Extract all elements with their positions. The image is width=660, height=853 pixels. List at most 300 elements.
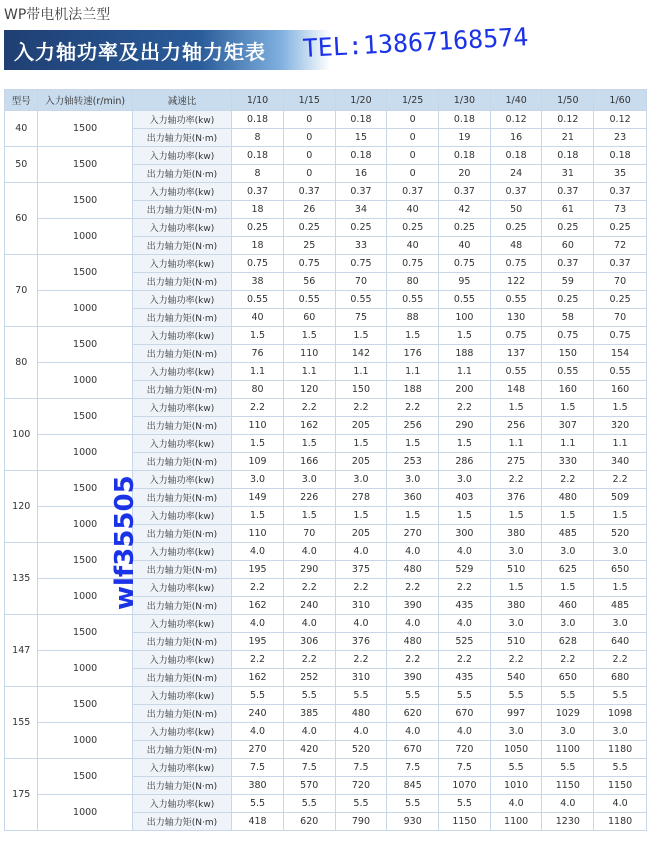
- value-cell: 0.75: [232, 255, 284, 273]
- value-cell: 40: [387, 237, 439, 255]
- value-cell: 0.18: [335, 111, 387, 129]
- table-row: [5, 615, 647, 633]
- value-cell: 1.1: [283, 363, 335, 381]
- value-cell: 19: [439, 129, 491, 147]
- table-banner: [4, 30, 330, 70]
- value-cell: 480: [387, 561, 439, 579]
- value-cell: 0.55: [594, 363, 647, 381]
- value-cell: 110: [283, 345, 335, 363]
- value-cell: 278: [335, 489, 387, 507]
- value-cell: 4.0: [387, 543, 439, 561]
- value-cell: 1.1: [335, 363, 387, 381]
- value-cell: 8: [232, 165, 284, 183]
- value-cell: 5.5: [232, 795, 284, 813]
- table-row: [5, 363, 647, 381]
- value-cell: 0.25: [232, 219, 284, 237]
- value-cell: 0.25: [490, 219, 542, 237]
- value-cell: 286: [439, 453, 491, 471]
- speed-cell: 1000: [38, 435, 132, 471]
- value-cell: 306: [283, 633, 335, 651]
- value-cell: 0.25: [283, 219, 335, 237]
- value-cell: 320: [594, 417, 647, 435]
- row-label: 入力轴功率(kw): [132, 795, 231, 813]
- speed-cell: 1500: [38, 687, 132, 723]
- row-label: 出力轴力矩(N·m): [132, 237, 231, 255]
- value-cell: 8: [232, 129, 284, 147]
- row-label: 出力轴力矩(N·m): [132, 633, 231, 651]
- value-cell: 0.37: [542, 183, 594, 201]
- value-cell: 76: [232, 345, 284, 363]
- value-cell: 2.2: [283, 399, 335, 417]
- value-cell: 2.2: [439, 579, 491, 597]
- value-cell: 26: [283, 201, 335, 219]
- value-cell: 4.0: [490, 795, 542, 813]
- table-row: [5, 219, 647, 237]
- speed-cell: 1000: [38, 507, 132, 543]
- column-header: 1/60: [594, 90, 647, 111]
- value-cell: 5.5: [335, 687, 387, 705]
- value-cell: 0.25: [335, 219, 387, 237]
- value-cell: 1.5: [439, 327, 491, 345]
- table-row: [5, 399, 647, 417]
- value-cell: 435: [439, 597, 491, 615]
- row-label: 入力轴功率(kw): [132, 543, 231, 561]
- value-cell: 160: [594, 381, 647, 399]
- value-cell: 1.5: [387, 327, 439, 345]
- value-cell: 0.75: [283, 255, 335, 273]
- value-cell: 34: [335, 201, 387, 219]
- value-cell: 0.18: [542, 147, 594, 165]
- value-cell: 1230: [542, 813, 594, 831]
- model-cell: 50: [5, 147, 38, 183]
- row-label: 出力轴力矩(N·m): [132, 561, 231, 579]
- value-cell: 1.1: [490, 435, 542, 453]
- value-cell: 21: [542, 129, 594, 147]
- watermark-text: wlf35505: [110, 475, 140, 610]
- value-cell: 0.18: [594, 147, 647, 165]
- row-label: 出力轴力矩(N·m): [132, 381, 231, 399]
- value-cell: 650: [594, 561, 647, 579]
- value-cell: 310: [335, 669, 387, 687]
- value-cell: 195: [232, 633, 284, 651]
- value-cell: 70: [594, 309, 647, 327]
- value-cell: 23: [594, 129, 647, 147]
- value-cell: 0.37: [594, 255, 647, 273]
- row-label: 出力轴力矩(N·m): [132, 273, 231, 291]
- table-body: [5, 111, 647, 831]
- row-label: 入力轴功率(kw): [132, 651, 231, 669]
- value-cell: 0.18: [335, 147, 387, 165]
- value-cell: 997: [490, 705, 542, 723]
- value-cell: 0.37: [387, 183, 439, 201]
- value-cell: 1150: [542, 777, 594, 795]
- value-cell: 1.5: [283, 435, 335, 453]
- value-cell: 0.55: [387, 291, 439, 309]
- value-cell: 2.2: [439, 399, 491, 417]
- value-cell: 420: [283, 741, 335, 759]
- row-label: 入力轴功率(kw): [132, 219, 231, 237]
- value-cell: 625: [542, 561, 594, 579]
- value-cell: 2.2: [594, 651, 647, 669]
- value-cell: 149: [232, 489, 284, 507]
- value-cell: 3.0: [594, 543, 647, 561]
- row-label: 出力轴力矩(N·m): [132, 705, 231, 723]
- value-cell: 520: [594, 525, 647, 543]
- row-label: 入力轴功率(kw): [132, 471, 231, 489]
- value-cell: 5.5: [542, 759, 594, 777]
- value-cell: 70: [283, 525, 335, 543]
- row-label: 出力轴力矩(N·m): [132, 813, 231, 831]
- value-cell: 0.18: [232, 147, 284, 165]
- value-cell: 109: [232, 453, 284, 471]
- value-cell: 256: [490, 417, 542, 435]
- value-cell: 1.5: [232, 327, 284, 345]
- value-cell: 2.2: [439, 651, 491, 669]
- value-cell: 1.1: [542, 435, 594, 453]
- value-cell: 3.0: [335, 471, 387, 489]
- table-row: [5, 507, 647, 525]
- value-cell: 1180: [594, 813, 647, 831]
- value-cell: 0: [387, 165, 439, 183]
- value-cell: 88: [387, 309, 439, 327]
- value-cell: 403: [439, 489, 491, 507]
- value-cell: 60: [542, 237, 594, 255]
- value-cell: 16: [335, 165, 387, 183]
- value-cell: 360: [387, 489, 439, 507]
- value-cell: 162: [232, 597, 284, 615]
- value-cell: 4.0: [387, 723, 439, 741]
- column-header: 1/20: [335, 90, 387, 111]
- value-cell: 0.37: [283, 183, 335, 201]
- value-cell: 5.5: [283, 687, 335, 705]
- model-cell: 175: [5, 759, 38, 831]
- value-cell: 380: [490, 525, 542, 543]
- value-cell: 0.12: [542, 111, 594, 129]
- value-cell: 5.5: [335, 795, 387, 813]
- value-cell: 2.2: [387, 651, 439, 669]
- value-cell: 4.0: [439, 723, 491, 741]
- value-cell: 4.0: [232, 543, 284, 561]
- value-cell: 205: [335, 525, 387, 543]
- value-cell: 25: [283, 237, 335, 255]
- value-cell: 2.2: [490, 651, 542, 669]
- value-cell: 1029: [542, 705, 594, 723]
- value-cell: 0.25: [439, 219, 491, 237]
- speed-cell: 1000: [38, 651, 132, 687]
- value-cell: 3.0: [594, 615, 647, 633]
- value-cell: 7.5: [232, 759, 284, 777]
- value-cell: 15: [335, 129, 387, 147]
- row-label: 出力轴力矩(N·m): [132, 525, 231, 543]
- value-cell: 1.5: [594, 579, 647, 597]
- value-cell: 2.2: [542, 651, 594, 669]
- value-cell: 5.5: [232, 687, 284, 705]
- value-cell: 1.1: [387, 363, 439, 381]
- row-label: 出力轴力矩(N·m): [132, 309, 231, 327]
- value-cell: 1.5: [232, 507, 284, 525]
- speed-cell: 1500: [38, 111, 132, 147]
- value-cell: 485: [542, 525, 594, 543]
- value-cell: 0.75: [490, 327, 542, 345]
- value-cell: 80: [387, 273, 439, 291]
- value-cell: 1070: [439, 777, 491, 795]
- value-cell: 110: [232, 417, 284, 435]
- value-cell: 0.25: [594, 219, 647, 237]
- value-cell: 0.37: [335, 183, 387, 201]
- value-cell: 0.12: [594, 111, 647, 129]
- value-cell: 0.75: [490, 255, 542, 273]
- value-cell: 7.5: [387, 759, 439, 777]
- value-cell: 1.5: [490, 579, 542, 597]
- value-cell: 720: [439, 741, 491, 759]
- value-cell: 130: [490, 309, 542, 327]
- model-cell: 60: [5, 183, 38, 255]
- table-row: [5, 291, 647, 309]
- banner-title: 入力轴功率及出力轴力矩表: [14, 40, 266, 64]
- value-cell: 300: [439, 525, 491, 543]
- value-cell: 38: [232, 273, 284, 291]
- value-cell: 0: [283, 129, 335, 147]
- row-label: 出力轴力矩(N·m): [132, 201, 231, 219]
- value-cell: 4.0: [283, 615, 335, 633]
- value-cell: 520: [335, 741, 387, 759]
- value-cell: 20: [439, 165, 491, 183]
- value-cell: 3.0: [542, 615, 594, 633]
- value-cell: 42: [439, 201, 491, 219]
- value-cell: 24: [490, 165, 542, 183]
- row-label: 入力轴功率(kw): [132, 291, 231, 309]
- model-cell: 147: [5, 615, 38, 687]
- value-cell: 256: [387, 417, 439, 435]
- speed-cell: 1000: [38, 219, 132, 255]
- value-cell: 1.5: [387, 507, 439, 525]
- value-cell: 2.2: [387, 579, 439, 597]
- column-header: 1/40: [490, 90, 542, 111]
- value-cell: 1010: [490, 777, 542, 795]
- table-row: [5, 759, 647, 777]
- value-cell: 122: [490, 273, 542, 291]
- model-cell: 70: [5, 255, 38, 327]
- value-cell: 0: [283, 165, 335, 183]
- header-row: [5, 90, 647, 111]
- row-label: 入力轴功率(kw): [132, 579, 231, 597]
- value-cell: 0.37: [594, 183, 647, 201]
- value-cell: 2.2: [232, 651, 284, 669]
- value-cell: 4.0: [335, 543, 387, 561]
- speed-cell: 1000: [38, 363, 132, 399]
- value-cell: 166: [283, 453, 335, 471]
- value-cell: 1.5: [490, 507, 542, 525]
- phone-overlay: TEL:13867168574: [302, 22, 529, 63]
- speed-cell: 1000: [38, 723, 132, 759]
- value-cell: 640: [594, 633, 647, 651]
- value-cell: 137: [490, 345, 542, 363]
- value-cell: 72: [594, 237, 647, 255]
- row-label: 入力轴功率(kw): [132, 723, 231, 741]
- value-cell: 380: [490, 597, 542, 615]
- value-cell: 0.18: [232, 111, 284, 129]
- value-cell: 95: [439, 273, 491, 291]
- row-label: 入力轴功率(kw): [132, 615, 231, 633]
- value-cell: 61: [542, 201, 594, 219]
- value-cell: 176: [387, 345, 439, 363]
- value-cell: 380: [232, 777, 284, 795]
- value-cell: 790: [335, 813, 387, 831]
- value-cell: 73: [594, 201, 647, 219]
- value-cell: 1.1: [594, 435, 647, 453]
- row-label: 入力轴功率(kw): [132, 507, 231, 525]
- value-cell: 0.25: [594, 291, 647, 309]
- value-cell: 1.5: [283, 327, 335, 345]
- value-cell: 620: [387, 705, 439, 723]
- value-cell: 2.2: [232, 399, 284, 417]
- value-cell: 5.5: [594, 687, 647, 705]
- row-label: 出力轴力矩(N·m): [132, 741, 231, 759]
- value-cell: 628: [542, 633, 594, 651]
- value-cell: 275: [490, 453, 542, 471]
- value-cell: 510: [490, 561, 542, 579]
- value-cell: 4.0: [335, 723, 387, 741]
- value-cell: 120: [283, 381, 335, 399]
- model-cell: 100: [5, 399, 38, 471]
- value-cell: 650: [542, 669, 594, 687]
- table-row: [5, 435, 647, 453]
- value-cell: 2.2: [283, 579, 335, 597]
- value-cell: 100: [439, 309, 491, 327]
- value-cell: 3.0: [283, 471, 335, 489]
- speed-cell: 1500: [38, 147, 132, 183]
- value-cell: 58: [542, 309, 594, 327]
- value-cell: 0.37: [232, 183, 284, 201]
- value-cell: 205: [335, 453, 387, 471]
- row-label: 出力轴力矩(N·m): [132, 417, 231, 435]
- row-label: 出力轴力矩(N·m): [132, 669, 231, 687]
- value-cell: 0.25: [542, 291, 594, 309]
- value-cell: 3.0: [387, 471, 439, 489]
- value-cell: 0.75: [594, 327, 647, 345]
- value-cell: 2.2: [335, 651, 387, 669]
- value-cell: 0.75: [387, 255, 439, 273]
- value-cell: 509: [594, 489, 647, 507]
- value-cell: 5.5: [439, 687, 491, 705]
- value-cell: 1.5: [542, 579, 594, 597]
- value-cell: 1.5: [232, 435, 284, 453]
- value-cell: 5.5: [387, 687, 439, 705]
- table-row: [5, 147, 647, 165]
- value-cell: 7.5: [439, 759, 491, 777]
- value-cell: 4.0: [439, 543, 491, 561]
- value-cell: 154: [594, 345, 647, 363]
- value-cell: 40: [439, 237, 491, 255]
- speed-cell: 1500: [38, 615, 132, 651]
- value-cell: 5.5: [439, 795, 491, 813]
- value-cell: 480: [542, 489, 594, 507]
- value-cell: 0.18: [439, 111, 491, 129]
- value-cell: 930: [387, 813, 439, 831]
- page-title: WP带电机法兰型: [4, 7, 111, 23]
- value-cell: 1100: [490, 813, 542, 831]
- value-cell: 160: [542, 381, 594, 399]
- value-cell: 2.2: [335, 579, 387, 597]
- value-cell: 385: [283, 705, 335, 723]
- table-row: [5, 543, 647, 561]
- row-label: 出力轴力矩(N·m): [132, 777, 231, 795]
- value-cell: 1.5: [542, 507, 594, 525]
- value-cell: 195: [232, 561, 284, 579]
- value-cell: 18: [232, 237, 284, 255]
- value-cell: 0: [387, 147, 439, 165]
- speed-cell: 1000: [38, 291, 132, 327]
- row-label: 出力轴力矩(N·m): [132, 129, 231, 147]
- value-cell: 1.1: [232, 363, 284, 381]
- value-cell: 188: [387, 381, 439, 399]
- value-cell: 4.0: [283, 723, 335, 741]
- value-cell: 1.5: [490, 399, 542, 417]
- value-cell: 5.5: [387, 795, 439, 813]
- value-cell: 33: [335, 237, 387, 255]
- value-cell: 418: [232, 813, 284, 831]
- value-cell: 16: [490, 129, 542, 147]
- value-cell: 162: [283, 417, 335, 435]
- row-label: 入力轴功率(kw): [132, 435, 231, 453]
- value-cell: 142: [335, 345, 387, 363]
- value-cell: 310: [335, 597, 387, 615]
- value-cell: 0.55: [490, 363, 542, 381]
- value-cell: 205: [335, 417, 387, 435]
- value-cell: 1.5: [335, 507, 387, 525]
- value-cell: 80: [232, 381, 284, 399]
- value-cell: 4.0: [232, 723, 284, 741]
- speed-cell: 1500: [38, 183, 132, 219]
- watermark: [110, 475, 140, 610]
- value-cell: 0.37: [542, 255, 594, 273]
- value-cell: 2.2: [542, 471, 594, 489]
- value-cell: 4.0: [387, 615, 439, 633]
- model-cell: 120: [5, 471, 38, 543]
- value-cell: 2.2: [490, 471, 542, 489]
- value-cell: 40: [232, 309, 284, 327]
- value-cell: 7.5: [283, 759, 335, 777]
- value-cell: 1100: [542, 741, 594, 759]
- value-cell: 680: [594, 669, 647, 687]
- speed-cell: 1000: [38, 795, 132, 831]
- value-cell: 0: [387, 111, 439, 129]
- value-cell: 0.25: [542, 219, 594, 237]
- value-cell: 290: [283, 561, 335, 579]
- speed-cell: 1500: [38, 543, 132, 579]
- value-cell: 4.0: [439, 615, 491, 633]
- value-cell: 0.75: [542, 327, 594, 345]
- value-cell: 540: [490, 669, 542, 687]
- row-label: 出力轴力矩(N·m): [132, 453, 231, 471]
- table-row: [5, 687, 647, 705]
- value-cell: 226: [283, 489, 335, 507]
- table-row: [5, 651, 647, 669]
- column-header: 1/50: [542, 90, 594, 111]
- speed-cell: 1500: [38, 759, 132, 795]
- column-header: 1/30: [439, 90, 491, 111]
- speed-cell: 1500: [38, 327, 132, 363]
- value-cell: 56: [283, 273, 335, 291]
- value-cell: 5.5: [490, 687, 542, 705]
- row-label: 入力轴功率(kw): [132, 111, 231, 129]
- value-cell: 5.5: [594, 759, 647, 777]
- value-cell: 480: [335, 705, 387, 723]
- value-cell: 3.0: [490, 615, 542, 633]
- value-cell: 0.18: [490, 147, 542, 165]
- table-row: [5, 795, 647, 813]
- value-cell: 253: [387, 453, 439, 471]
